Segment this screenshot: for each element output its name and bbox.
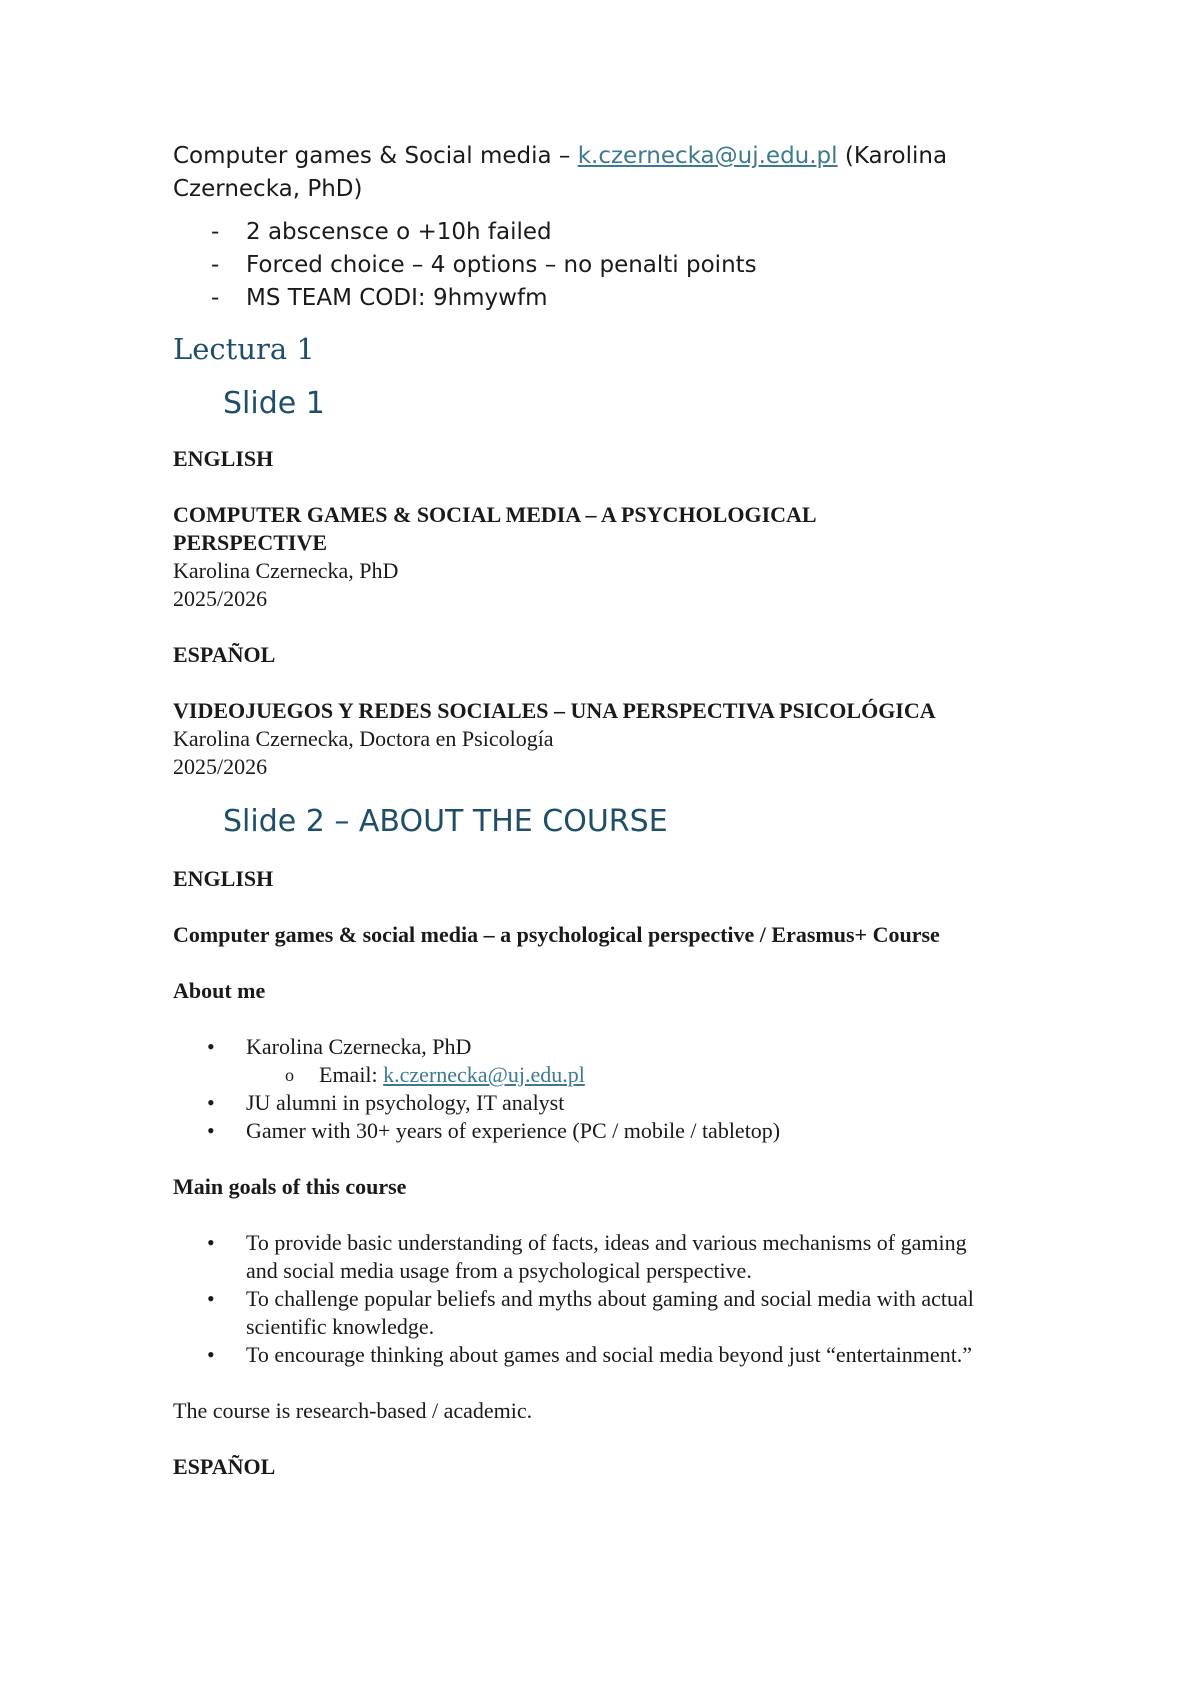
document-page (173, 140, 1053, 1481)
slide1-spanish-title: VIDEOJUEGOS Y REDES SOCIALES – UNA PERSPECTIVA PSICOLÓGICA (173, 698, 936, 723)
sub-marker: o (285, 1065, 294, 1085)
slide2-course-title: Computer games & social media – a psychological perspective / Erasmus+ Course (173, 922, 940, 947)
list-item (173, 249, 1053, 282)
slide1-spanish-author: Karolina Czernecka, Doctora en Psicología (173, 726, 554, 751)
slide1-english-label: ENGLISH (173, 446, 274, 471)
slide2-heading: Slide 2 – ABOUT THE COURSE (223, 804, 668, 839)
intro-email-link[interactable]: k.czernecka@uj.edu.pl (577, 143, 838, 169)
goals-list (173, 1229, 993, 1369)
list-item (173, 1229, 993, 1285)
slide1-english-year: 2025/2026 (173, 586, 268, 611)
list-item-text: Forced choice – 4 options – no penalti points (246, 252, 757, 278)
list-item (173, 1285, 993, 1341)
slide1-english-title: COMPUTER GAMES & SOCIAL MEDIA – A PSYCHOLOGICAL PERSPECTIVE (173, 502, 816, 555)
goal-text: To encourage thinking about games and social media beyond just “entertainment.” (246, 1342, 973, 1367)
bullet-marker: • (207, 1090, 215, 1115)
list-item (173, 1341, 993, 1369)
list-item (173, 282, 1053, 315)
bullet-marker: • (207, 1118, 215, 1143)
slide1-heading: Slide 1 (223, 386, 325, 421)
dash-marker: - (211, 252, 220, 278)
intro-line (173, 140, 1053, 206)
list-item-text: 2 abscensce o +10h failed (246, 219, 552, 245)
slide2-english-label: ENGLISH (173, 866, 274, 891)
dash-marker: - (211, 219, 220, 245)
about-sublist (246, 1061, 1053, 1089)
email-prefix: Email: (319, 1062, 384, 1087)
list-item (173, 1089, 1053, 1117)
slide1-spanish-label: ESPAÑOL (173, 642, 276, 667)
list-item (173, 216, 1053, 249)
lecture-heading: Lectura 1 (173, 332, 315, 366)
list-item (173, 1033, 1053, 1089)
course-note: The course is research-based / academic. (173, 1398, 533, 1423)
slide1-spanish-year: 2025/2026 (173, 754, 268, 779)
bullet-marker: • (207, 1230, 215, 1255)
intro-title: Computer games & Social media – (173, 143, 578, 169)
list-item (173, 1117, 1053, 1145)
about-name: Karolina Czernecka, PhD (246, 1034, 472, 1059)
intro-title-suffix: (Karolina Czernecka, PhD) (173, 143, 948, 202)
goal-text: To challenge popular beliefs and myths about gaming and social media with actual scientific knowledge. (246, 1286, 974, 1339)
dash-marker: - (211, 285, 220, 311)
about-list (173, 1033, 1053, 1145)
bullet-marker: • (207, 1286, 215, 1311)
list-item-text: MS TEAM CODI: 9hmywfm (246, 285, 548, 311)
about-alumni: JU alumni in psychology, IT analyst (246, 1090, 565, 1115)
list-item (246, 1061, 1053, 1089)
goal-text: To provide basic understanding of facts, ideas and various mechanisms of gaming and social media usage from a psychological perspective. (246, 1230, 967, 1283)
slide1-english-author: Karolina Czernecka, PhD (173, 558, 399, 583)
about-gamer: Gamer with 30+ years of experience (PC / mobile / tabletop) (246, 1118, 781, 1143)
goals-heading: Main goals of this course (173, 1174, 407, 1199)
slide2-spanish-label: ESPAÑOL (173, 1454, 276, 1479)
intro-list (173, 216, 1053, 315)
bullet-marker: • (207, 1034, 215, 1059)
about-heading: About me (173, 978, 266, 1003)
bullet-marker: • (207, 1342, 215, 1367)
about-email-link[interactable]: k.czernecka@uj.edu.pl (383, 1062, 585, 1087)
